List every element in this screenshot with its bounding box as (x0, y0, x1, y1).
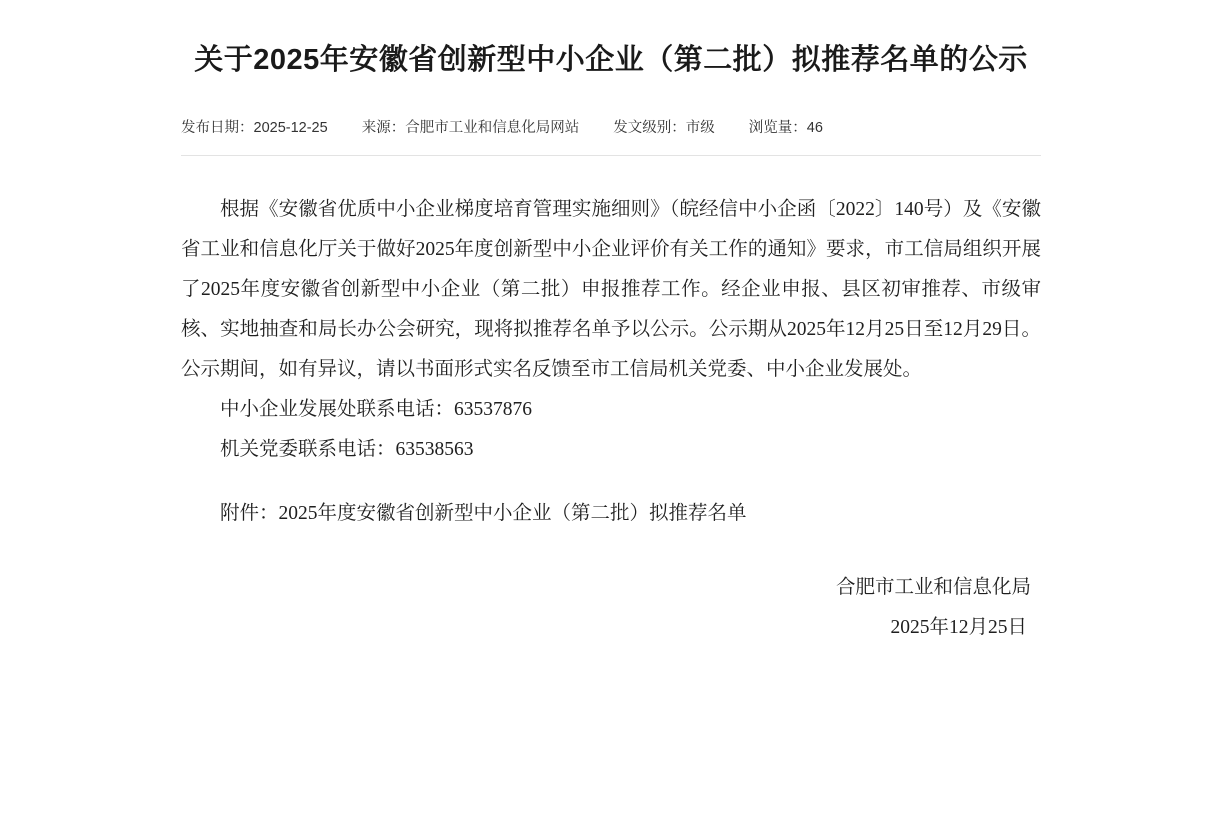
meta-level-value: 市级 (685, 120, 715, 136)
meta-views (749, 116, 823, 137)
meta-source-label: 来源： (361, 120, 406, 136)
article-meta-bar (181, 116, 1041, 156)
article-body (181, 190, 1041, 534)
meta-publish-date-value: 2025-12-25 (253, 120, 328, 136)
meta-publish-date (181, 116, 328, 137)
signature-date: 2025年12月25日 (890, 617, 1027, 638)
body-contact-phone-party: 机关党委联系电话：63538563 (220, 439, 474, 460)
meta-level-label: 发文级别： (613, 120, 686, 136)
meta-level (613, 116, 715, 137)
meta-publish-date-label: 发布日期： (181, 120, 254, 136)
body-contact-phone-development: 中小企业发展处联系电话：63537876 (220, 399, 533, 420)
article-signature (181, 568, 1041, 648)
article-container (181, 0, 1041, 648)
body-attachment-line: 附件：2025年度安徽省创新型中小企业（第二批）拟推荐名单 (220, 503, 747, 524)
meta-source (362, 116, 580, 137)
meta-source-value: 合肥市工业和信息化局网站 (405, 120, 580, 136)
meta-views-label: 浏览量： (748, 120, 807, 136)
signature-organization: 合肥市工业和信息化局 (835, 577, 1031, 598)
body-paragraph-main: 根据《安徽省优质中小企业梯度培育管理实施细则》（皖经信中小企函〔2022〕140号）及《安徽省工业和信息化厅关于做好2025年度创新型中小企业评价有关工作的通知》要求，市工信局组织开展了2025年度安徽省创新型中小企业（第二批）申报推荐工作。经企业申报、县区初审推荐、市级审核、实地抽查和局长办公会研究，现将拟推荐名单予以公示。公示期从2025年12月25日至12月29日。公示期间，如有异议，请以书面形式实名反馈至市工信局机关党委、中小企业发展处。 (181, 199, 1041, 380)
page-title: 关于2025年安徽省创新型中小企业（第二批）拟推荐名单的公示 (194, 44, 1028, 76)
meta-views-value: 46 (806, 120, 823, 136)
body-spacer (181, 470, 1041, 494)
